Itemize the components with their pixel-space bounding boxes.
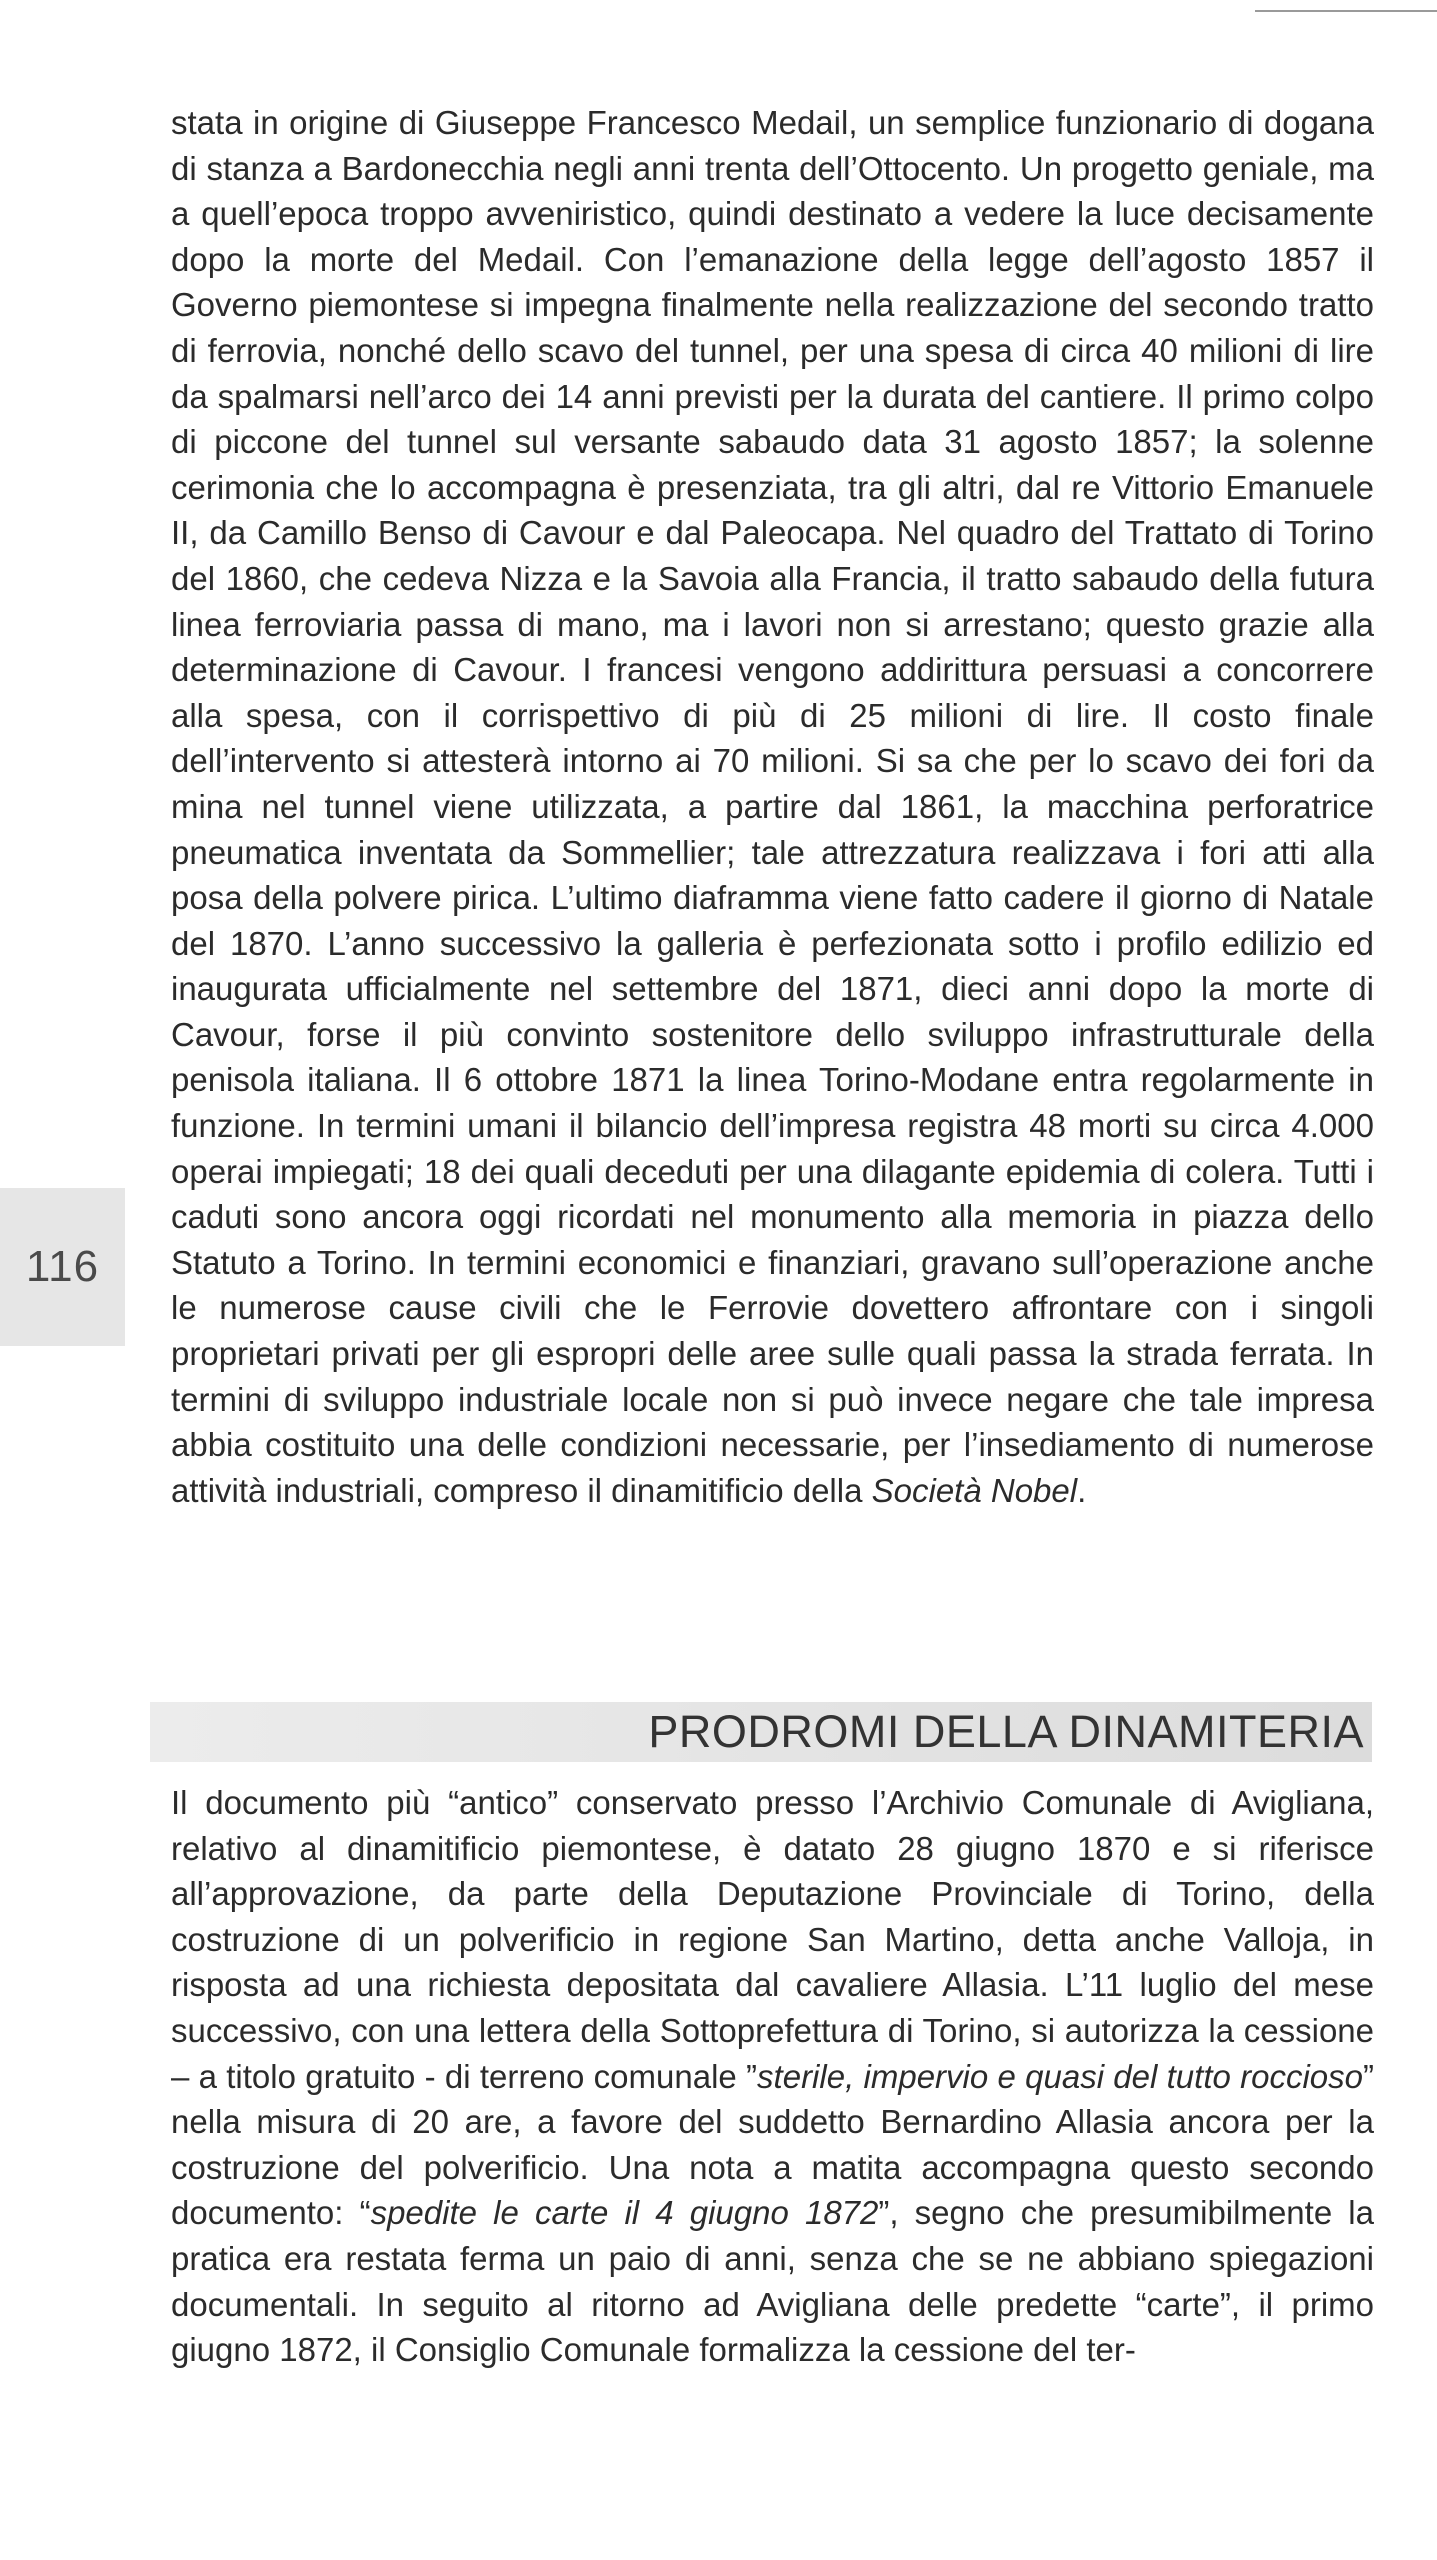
page-number: 116	[25, 1242, 100, 1291]
section-heading: PRODROMI DELLA DINAMITERIA	[648, 1706, 1364, 1757]
italic-company-name: Società Nobel	[871, 1471, 1078, 1509]
paragraph-text-b: ” nella misura di 20 are, a favore del suddetto Bernardino Allasia ancora per la costruzione del polverificio. Una nota a matita accompagna questo secondo documento: “	[171, 2057, 1375, 2232]
paragraph-text-c: ”, segno che presumibilmente la pratica era restata ferma un paio di anni, senza che se ne abbiano spiegazioni documentali. In seguito al ritorno ad Avigliana delle predette “carte”, il primo giugno 1872, il Consiglio Comunale formalizza la cessione del ter-	[171, 2194, 1374, 2369]
paragraph-end: .	[1077, 1471, 1087, 1509]
paragraph-text: stata in origine di Giuseppe Francesco Medail, un semplice funzionario di dogana di stanza a Bardonecchia negli anni trenta dell’Ottocento. Un progetto geniale, ma a quell’epoca troppo avveniristico, quindi destinato a vedere la luce decisamente dopo la morte del Medail. Con l’emanazione della legge dell’agosto 1857 il Governo piemontese si impegna finalmente nella realizzazione del secondo tratto di ferrovia, nonché dello scavo del tunnel, per una spesa di circa 40 milioni di lire da spalmarsi nell’arco dei 14 anni previsti per la durata del cantiere. Il primo colpo di piccone del tunnel sul versante sabaudo data 31 agosto 1857; la solenne cerimonia che lo accompagna è presenziata, tra gli altri, dal re Vittorio Emanuele II, da Camillo Benso di Cavour e dal Paleocapa. Nel quadro del Trattato di Torino del 1860, che cedeva Nizza e la Savoia alla Francia, il tratto sabaudo della futura linea ferroviaria passa di mano, ma i lavori non si arrestano; questo grazie alla determinazione di Cavour. I francesi vengono addirittura persuasi a concorrere alla spesa, con il corrispettivo di più di 25 milioni di lire. Il costo finale dell’intervento si attesterà intorno ai 70 milioni. Si sa che per lo scavo dei fori da mina nel tunnel viene utilizzata, a partire dal 1861, la macchina perforatrice pneumatica inventata da Sommellier; tale attrezzatura realizzava i fori atti alla posa della polvere pirica. L’ultimo diaframma viene fatto cadere il giorno di Natale del 1870. L’anno successivo la galleria è perfezionata sotto i profilo edilizio ed inaugurata ufficialmente nel settembre del 1871, dieci anni dopo la morte di Cavour, forse il più convinto sostenitore dello sviluppo infrastrutturale della penisola italiana. Il 6 ottobre 1871 la linea Torino-Modane entra regolarmente in funzione. In termini umani il bilancio dell’impresa registra 48 morti su circa 4.000 operai impiegati; 18 dei quali deceduti per una dilagante epidemia di colera. Tutti i caduti sono ancora oggi ricordati nel monumento alla memoria in piazza dello Statuto a Torino. In termini economici e finanziari, gravano sull’operazione anche le numerose cause civili che le Ferrovie dovettero affrontare con i singoli proprietari privati per gli espropri delle aree sulle quali passa la strada ferrata. In termini di sviluppo industriale locale non si può invece negare che tale impresa abbia costituito una delle condizioni necessarie, per l’insediamento di numerose attività industriali, compreso il dinamitificio della	[171, 104, 1374, 1509]
section-heading-band	[150, 1702, 1372, 1762]
italic-quote-b: spedite le carte il 4 giugno 1872	[370, 2194, 879, 2232]
italic-quote-a: sterile, impervio e quasi del tutto roccioso	[757, 2057, 1364, 2095]
top-rule	[1255, 10, 1437, 12]
body-paragraph-2	[171, 1780, 1374, 2373]
body-paragraph-1	[171, 100, 1374, 1513]
paragraph-text-a: Il documento più “antico” conservato presso l’Archivio Comunale di Avigliana, relativo al dinamitificio piemontese, è datato 28 giugno 1870 e si riferisce all’approvazione, da parte della Deputazione Provinciale di Torino, della costruzione di un polverificio in regione San Martino, detta anche Valloja, in risposta ad una richiesta depositata dal cavaliere Allasia. L’11 luglio del mese successivo, con una lettera della Sottoprefettura di Torino, si autorizza la cessione – a titolo gratuito - di terreno comunale ”	[171, 1784, 1374, 2095]
